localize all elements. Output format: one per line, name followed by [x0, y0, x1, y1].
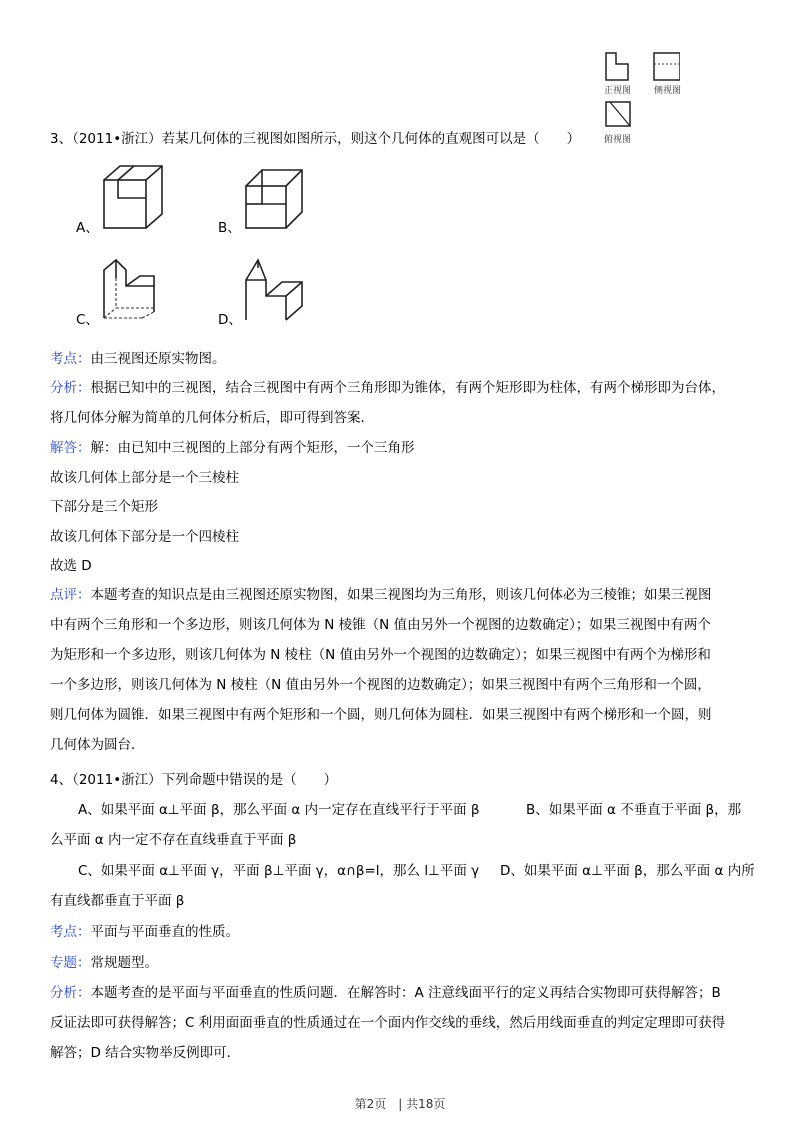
three-view-figure	[600, 50, 680, 150]
q3-fenxi-cont: 将几何体分解为简单的几何体分析后，即可得到答案．	[50, 410, 374, 426]
q3-kaodian-label: 考点：	[50, 351, 91, 367]
q4-fenxi-label: 分析：	[50, 985, 91, 1001]
q3-kaodian-text: 由三视图还原实物图。	[90, 351, 226, 367]
q3-option-c-figure	[96, 256, 162, 326]
q4-kaodian-label: 考点：	[50, 924, 91, 940]
q3-jieda-line4: 故该几何体下部分是一个四棱柱	[50, 529, 239, 545]
q4-zhuanti	[50, 953, 158, 973]
q3-option-d-label: D、	[218, 312, 242, 328]
q3-dianping-line4: 一个多边形，则该几何体为 N 棱柱（N 值由另外一个视图的边数确定）；如果三视图中有两个三角形和一个圆，	[50, 677, 711, 693]
q3-jieda	[50, 438, 415, 458]
top-view-label: 俯视图	[604, 135, 632, 145]
q3-option-d-figure	[240, 256, 306, 326]
q3-jieda-line2: 故该几何体上部分是一个三棱柱	[50, 470, 239, 486]
q3-dianping	[50, 585, 712, 605]
side-view-label: 侧视图	[654, 86, 682, 96]
q4-option-a: A、如果平面 α⊥平面 β，那么平面 α 内一定存在直线平行于平面 β	[78, 802, 480, 818]
q3-fenxi-line1: 根据已知中的三视图，结合三视图中有两个三角形即为锥体，有两个矩形即为柱体，有两个梯形即为台体，	[90, 380, 725, 396]
q3-option-a-figure	[100, 164, 166, 234]
q3-option-c-label: C、	[76, 312, 99, 328]
q3-dianping-line3: 为矩形和一个多边形，则该几何体为 N 棱柱（N 值由另外一个视图的边数确定）；如果三视图中有两个为梯形和	[50, 647, 711, 663]
q3-dianping-label: 点评：	[50, 587, 91, 603]
q3-fenxi-label: 分析：	[50, 380, 91, 396]
q3-kaodian	[50, 349, 226, 369]
q4-option-d-2: 有直线都垂直于平面 β	[50, 893, 185, 909]
q3-jieda-line1: 解：由已知中三视图的上部分有两个矩形，一个三角形	[90, 440, 415, 456]
q4-zhuanti-text: 常规题型。	[90, 955, 158, 971]
q3-dianping-line1: 本题考查的知识点是由三视图还原实物图，如果三视图均为三角形，则该几何体必为三棱锥；如果三视图	[90, 587, 712, 603]
q3-option-a-label: A、	[76, 220, 99, 236]
q4-option-b-2: 么平面 α 内一定不存在直线垂直于平面 β	[50, 832, 297, 848]
q4-kaodian	[50, 922, 239, 942]
front-view-label: 正视图	[604, 86, 632, 96]
q3-jieda-line5: 故选 D	[50, 558, 92, 574]
q4-fenxi-line1: 本题考查的是平面与平面垂直的性质问题．在解答时：A 注意线面平行的定义再结合实物即可获得解答；B	[90, 985, 721, 1001]
q4-option-d-1: D、如果平面 α⊥平面 β，那么平面 α 内所	[500, 863, 755, 879]
q3-fenxi	[50, 378, 725, 398]
q3-stem: 3、（2011•浙江）若某几何体的三视图如图所示，则这个几何体的直观图可以是（ ）	[50, 131, 581, 147]
q3-option-b-figure	[240, 164, 306, 234]
q3-jieda-line3: 下部分是三个矩形	[50, 499, 158, 515]
q3-dianping-line2: 中有两个三角形和一个多边形，则该几何体为 N 棱锥（N 值由另外一个视图的边数确定）；如果三视图中有两个	[50, 617, 711, 633]
q4-kaodian-text: 平面与平面垂直的性质。	[90, 924, 239, 940]
q3-dianping-line6: 几何体为圆台．	[50, 737, 145, 753]
q3-dianping-line5: 则几何体为圆锥．如果三视图中有两个矩形和一个圆，则几何体为圆柱．如果三视图中有两个梯形和一个圆，则	[50, 707, 712, 723]
q4-fenxi	[50, 983, 721, 1003]
q4-fenxi-line3: 解答；D 结合实物举反例即可．	[50, 1045, 241, 1061]
q4-zhuanti-label: 专题：	[50, 955, 91, 971]
page-footer: 第2页 | 共18页	[354, 1097, 446, 1111]
q3-option-b-label: B、	[218, 220, 241, 236]
q4-stem: 4、（2011•浙江）下列命题中错误的是（ ）	[50, 772, 338, 788]
q4-option-c: C、如果平面 α⊥平面 γ，平面 β⊥平面 γ，α∩β=l，那么 l⊥平面 γ	[78, 863, 480, 879]
q4-option-b-1: B、如果平面 α 不垂直于平面 β，那	[526, 802, 742, 818]
q4-fenxi-line2: 反证法即可获得解答；C 利用面面垂直的性质通过在一个面内作交线的垂线，然后用线面垂直的判定定理即可获得	[50, 1015, 726, 1031]
q3-jieda-label: 解答：	[50, 440, 91, 456]
